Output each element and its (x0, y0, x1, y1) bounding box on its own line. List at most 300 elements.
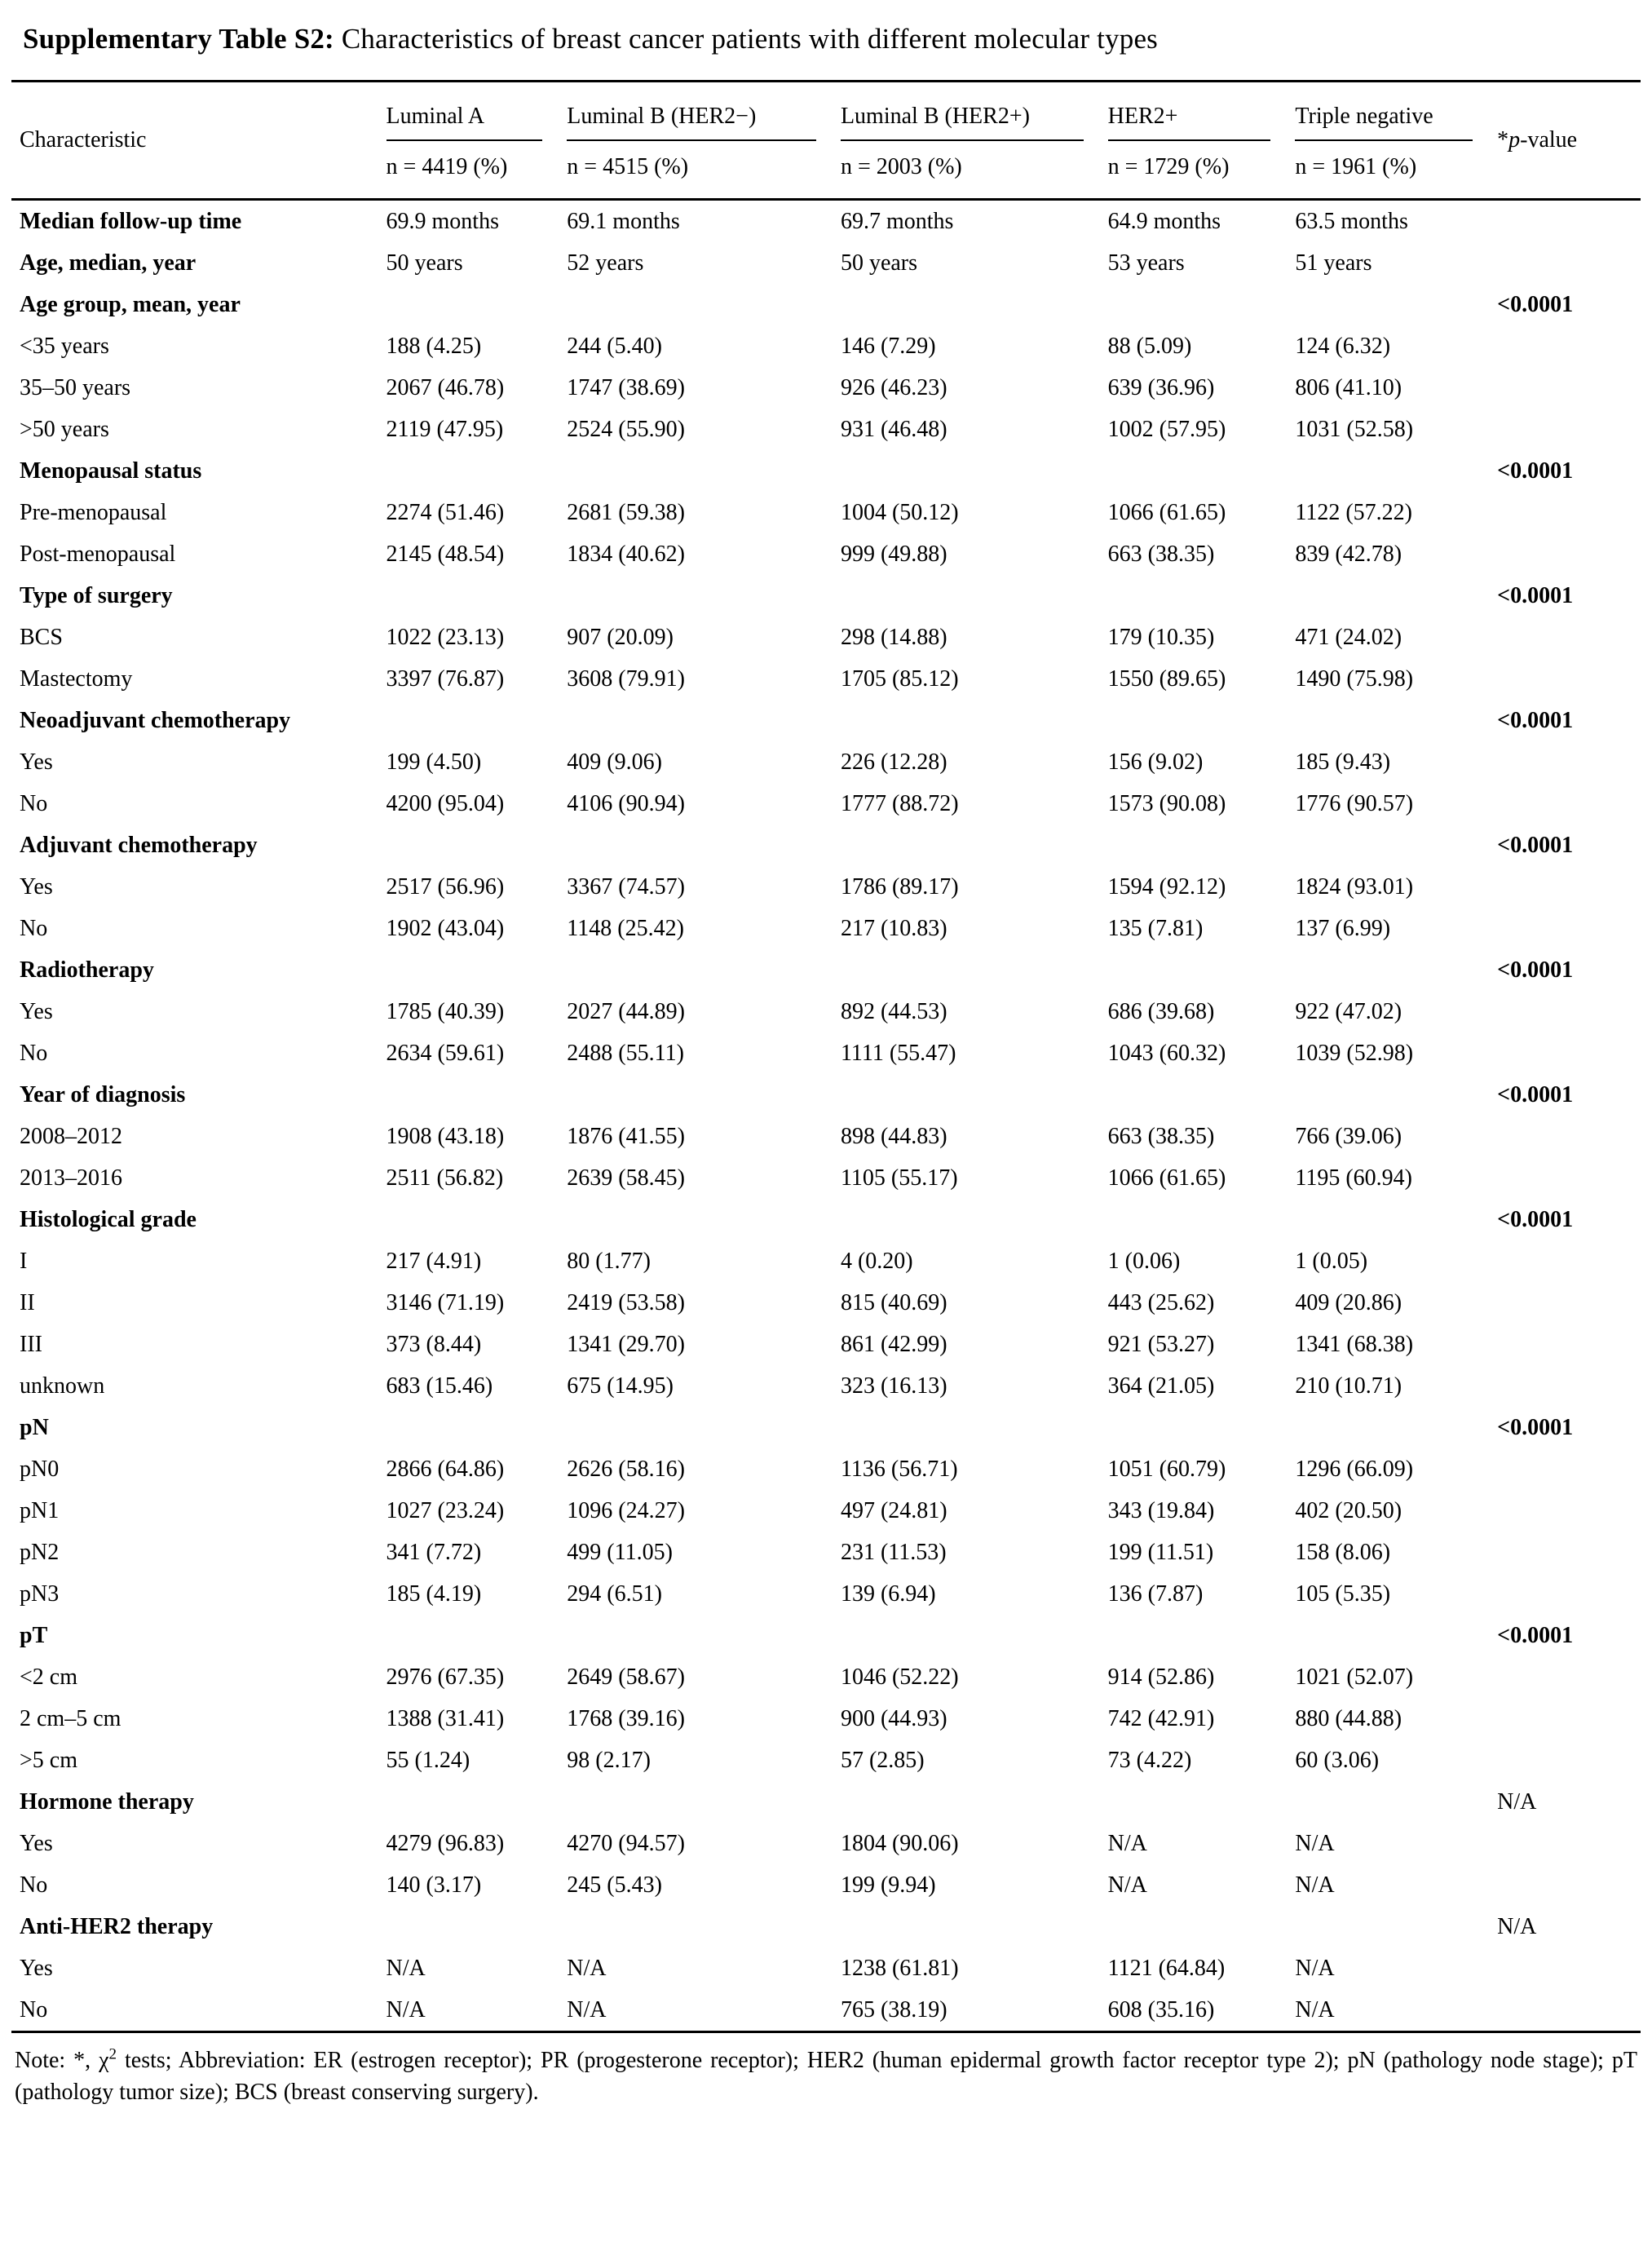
cell-value: N/A (567, 1955, 607, 1981)
cell-value: 806 (41.10) (1295, 374, 1402, 400)
row-label: Year of diagnosis (20, 1081, 186, 1107)
cell-value (1108, 824, 1296, 866)
cell-value: 52 years (567, 250, 644, 276)
category-row (11, 284, 1641, 325)
p-value-cell: <0.0001 (1497, 582, 1574, 608)
cell-value (386, 450, 568, 492)
cell-value: 217 (4.91) (386, 1248, 482, 1274)
column-group-label: Luminal B (HER2−) (567, 82, 816, 141)
cell-value: 931 (46.48) (840, 416, 947, 442)
cell-value (386, 575, 568, 617)
table-row (11, 783, 1641, 824)
p-value-cell (1497, 1989, 1641, 2032)
row-label: Yes (20, 998, 53, 1024)
cell-value: 608 (35.16) (1108, 1989, 1296, 2032)
characteristics-table (11, 80, 1641, 2033)
p-value-cell (1497, 1240, 1641, 1282)
p-value-cell (1497, 533, 1641, 575)
cell-value (1295, 1615, 1497, 1656)
cell-value (386, 700, 568, 741)
cell-value: N/A (1295, 1989, 1497, 2032)
cell-value: 639 (36.96) (1107, 374, 1215, 400)
cell-value: 80 (1.77) (567, 1248, 651, 1274)
cell-value: 50 years (386, 250, 463, 276)
footnote-text-start: Note: *, χ (15, 2047, 109, 2073)
row-label: I (20, 1248, 28, 1274)
table-row (11, 908, 1641, 949)
cell-value: 815 (40.69) (840, 1289, 947, 1315)
p-value-cell (1497, 1448, 1641, 1490)
cell-value: 53 years (1107, 250, 1185, 276)
cell-value: 158 (8.06) (1295, 1539, 1391, 1565)
p-value-cell (1497, 492, 1641, 533)
p-value-cell (1497, 1698, 1641, 1740)
p-value-cell (1497, 409, 1641, 450)
table-row (11, 1365, 1641, 1407)
table-row (11, 1698, 1641, 1740)
cell-value: 2511 (56.82) (386, 1165, 504, 1191)
column-n-label: n = 2003 (%) (841, 141, 1108, 200)
row-label: Age group, mean, year (20, 291, 241, 317)
cell-value: 1786 (89.17) (840, 873, 959, 900)
cell-value (841, 1199, 1108, 1240)
cell-value: 1490 (75.98) (1295, 665, 1414, 692)
row-label: Mastectomy (20, 665, 133, 692)
table-row (11, 533, 1641, 575)
cell-value: 663 (38.35) (1107, 1123, 1215, 1149)
cell-value (567, 575, 841, 617)
cell-value: 188 (4.25) (386, 333, 482, 359)
p-value-header-part: -value (1520, 126, 1578, 153)
cell-value: 124 (6.32) (1295, 333, 1391, 359)
cell-value: 683 (15.46) (386, 1373, 493, 1399)
cell-value: 60 (3.06) (1295, 1747, 1380, 1773)
category-row (11, 575, 1641, 617)
row-label: II (20, 1289, 35, 1315)
cell-value: 1021 (52.07) (1295, 1664, 1414, 1690)
p-value-cell: N/A (1497, 1913, 1537, 1939)
cell-value (1108, 1199, 1296, 1240)
cell-value (1108, 949, 1296, 991)
p-value-cell (1497, 658, 1641, 700)
p-value-cell: <0.0001 (1497, 707, 1574, 733)
p-value-cell (1497, 1532, 1641, 1573)
cell-value: 1031 (52.58) (1295, 416, 1414, 442)
cell-value (386, 949, 568, 991)
p-value-cell: <0.0001 (1497, 291, 1574, 317)
cell-value: 1876 (41.55) (567, 1123, 685, 1149)
cell-value: 4270 (94.57) (567, 1830, 685, 1856)
table-caption: Characteristics of breast cancer patients with different molecular types (333, 23, 1159, 55)
cell-value: 1066 (61.65) (1107, 1165, 1226, 1191)
cell-value: 51 years (1295, 250, 1372, 276)
p-value-cell (1497, 1823, 1641, 1864)
row-label: <35 years (20, 333, 109, 359)
cell-value: 1046 (52.22) (840, 1664, 959, 1690)
column-group-label: HER2+ (1108, 82, 1271, 141)
cell-value: 2866 (64.86) (386, 1456, 505, 1482)
row-label: Anti-HER2 therapy (20, 1913, 214, 1939)
category-row (11, 1199, 1641, 1240)
cell-value: 1043 (60.32) (1107, 1040, 1226, 1066)
cell-value: 1004 (50.12) (840, 499, 959, 525)
cell-value: 3146 (71.19) (386, 1289, 505, 1315)
cell-value (1108, 575, 1296, 617)
cell-value: 898 (44.83) (840, 1123, 947, 1149)
row-label: No (20, 915, 48, 941)
p-value-cell (1497, 1740, 1641, 1781)
cell-value: 1022 (23.13) (386, 624, 505, 650)
cell-value (567, 284, 841, 325)
p-value-header-part: p (1508, 126, 1521, 153)
cell-value: 1341 (29.70) (567, 1331, 685, 1357)
cell-value: 1027 (23.24) (386, 1497, 505, 1523)
cell-value: 686 (39.68) (1107, 998, 1215, 1024)
p-value-cell (1497, 1282, 1641, 1324)
cell-value (841, 824, 1108, 866)
p-value-cell (1497, 741, 1641, 783)
category-row (11, 199, 1641, 242)
cell-value: 922 (47.02) (1295, 998, 1402, 1024)
category-row (11, 824, 1641, 866)
column-header-characteristic: Characteristic (11, 81, 386, 199)
cell-value (386, 1199, 568, 1240)
row-label: III (20, 1331, 42, 1357)
footnote-text-end: tests; Abbreviation: ER (estrogen receptor); PR (progesterone receptor); HER2 (human epidermal growth factor receptor type 2); pN (pathology node stage); pT (pathology tumor size); BCS (breast conserving surgery). (15, 2047, 1637, 2105)
cell-value: 199 (11.51) (1107, 1539, 1214, 1565)
cell-value: 199 (9.94) (840, 1872, 936, 1898)
cell-value: 499 (11.05) (567, 1539, 673, 1565)
cell-value (567, 700, 841, 741)
table-row (11, 367, 1641, 409)
cell-value (841, 1781, 1108, 1823)
cell-value: 2067 (46.78) (386, 374, 505, 400)
table-row (11, 492, 1641, 533)
p-value-cell: <0.0001 (1497, 1414, 1574, 1440)
row-label: Radiotherapy (20, 957, 154, 983)
p-value-cell (1497, 1157, 1641, 1199)
category-row (11, 1615, 1641, 1656)
cell-value: 146 (7.29) (840, 333, 936, 359)
cell-value: N/A (1107, 1872, 1147, 1898)
cell-value (567, 1615, 841, 1656)
p-value-cell (1497, 866, 1641, 908)
category-row (11, 450, 1641, 492)
row-label: No (11, 1989, 386, 2032)
cell-value (841, 1074, 1108, 1116)
cell-value: 57 (2.85) (840, 1747, 925, 1773)
footnote-superscript: 2 (108, 2045, 117, 2063)
p-value-cell (1497, 242, 1641, 284)
cell-value (567, 1074, 841, 1116)
cell-value (386, 824, 568, 866)
cell-value: 1111 (55.47) (840, 1040, 956, 1066)
cell-value: 2119 (47.95) (386, 416, 504, 442)
p-value-header-part: * (1497, 126, 1509, 153)
row-label: pN0 (20, 1456, 60, 1482)
row-label: Age, median, year (20, 250, 197, 276)
cell-value (1108, 450, 1296, 492)
cell-value: 1096 (24.27) (567, 1497, 685, 1523)
cell-value: 742 (42.91) (1107, 1705, 1215, 1731)
cell-value (841, 575, 1108, 617)
row-label: Yes (20, 1830, 53, 1856)
cell-value: 471 (24.02) (1295, 624, 1402, 650)
row-label: Post-menopausal (20, 541, 176, 567)
table-row (11, 1656, 1641, 1698)
p-value-cell: <0.0001 (1497, 1206, 1574, 1232)
cell-value: 1705 (85.12) (840, 665, 959, 692)
cell-value: 199 (4.50) (386, 749, 482, 775)
cell-value: 1341 (68.38) (1295, 1331, 1414, 1357)
row-label: Median follow-up time (20, 208, 242, 234)
cell-value: 226 (12.28) (840, 749, 947, 775)
p-value-cell (1497, 367, 1641, 409)
cell-value (386, 1074, 568, 1116)
cell-value: 4200 (95.04) (386, 790, 505, 816)
row-label: 2008–2012 (20, 1123, 122, 1149)
cell-value (386, 284, 568, 325)
cell-value: 1550 (89.65) (1107, 665, 1226, 692)
p-value-cell: <0.0001 (1497, 458, 1574, 484)
cell-value (1108, 1781, 1296, 1823)
table-row (11, 1157, 1641, 1199)
cell-value: 1902 (43.04) (386, 915, 505, 941)
cell-value (1295, 824, 1497, 866)
category-row (11, 1407, 1641, 1448)
cell-value (386, 1906, 568, 1947)
cell-value: 2419 (53.58) (567, 1289, 685, 1315)
p-value-cell (1497, 991, 1641, 1032)
cell-value (1295, 450, 1497, 492)
table-row (11, 409, 1641, 450)
row-label: Yes (20, 749, 53, 775)
cell-value: 907 (20.09) (567, 624, 674, 650)
cell-value: 2626 (58.16) (567, 1456, 685, 1482)
cell-value (1295, 1781, 1497, 1823)
cell-value: N/A (567, 1989, 841, 2032)
cell-value: 892 (44.53) (840, 998, 947, 1024)
cell-value: N/A (1295, 1872, 1335, 1898)
cell-value: 900 (44.93) (840, 1705, 947, 1731)
p-value-cell (1497, 325, 1641, 367)
cell-value: 179 (10.35) (1107, 624, 1215, 650)
cell-value: N/A (1107, 1830, 1147, 1856)
table-row (11, 1740, 1641, 1781)
table-row (11, 1282, 1641, 1324)
cell-value (386, 1781, 568, 1823)
cell-value: 1388 (31.41) (386, 1705, 505, 1731)
cell-value: 1 (0.06) (1107, 1248, 1181, 1274)
category-row (11, 242, 1641, 284)
row-label: unknown (20, 1373, 105, 1399)
table-label: Supplementary Table S2: (23, 23, 334, 55)
cell-value: 1834 (40.62) (567, 541, 685, 567)
cell-value: 137 (6.99) (1295, 915, 1391, 941)
cell-value: 1121 (64.84) (1107, 1955, 1226, 1981)
row-label: Hormone therapy (20, 1788, 194, 1815)
cell-value: 4 (0.20) (840, 1248, 913, 1274)
category-row (11, 1781, 1641, 1823)
cell-value: 3608 (79.91) (567, 665, 685, 692)
cell-value: 2681 (59.38) (567, 499, 685, 525)
cell-value: 914 (52.86) (1107, 1664, 1215, 1690)
cell-value (1295, 700, 1497, 741)
table-row (11, 1573, 1641, 1615)
cell-value: 1195 (60.94) (1295, 1165, 1412, 1191)
cell-value: 63.5 months (1295, 208, 1408, 234)
column-group-header (386, 81, 568, 141)
table-row (11, 1116, 1641, 1157)
cell-value (1108, 1407, 1296, 1448)
cell-value: 999 (49.88) (840, 541, 947, 567)
table-row (11, 1947, 1641, 1989)
cell-value: 1785 (40.39) (386, 998, 505, 1024)
row-label: Type of surgery (20, 582, 173, 608)
cell-value: 210 (10.71) (1295, 1373, 1402, 1399)
cell-value: 64.9 months (1107, 208, 1221, 234)
cell-value (841, 700, 1108, 741)
cell-value (841, 1407, 1108, 1448)
table-row (11, 1823, 1641, 1864)
cell-value: 880 (44.88) (1295, 1705, 1402, 1731)
column-group-header (567, 81, 841, 141)
cell-value: 136 (7.87) (1107, 1580, 1204, 1607)
row-label: BCS (20, 624, 63, 650)
row-label: Menopausal status (20, 458, 202, 484)
category-row (11, 1074, 1641, 1116)
p-value-cell (1497, 783, 1641, 824)
cell-value: N/A (386, 1955, 426, 1981)
p-value-cell: <0.0001 (1497, 957, 1574, 983)
cell-value: 364 (21.05) (1107, 1373, 1215, 1399)
cell-value (567, 450, 841, 492)
column-group-label: Triple negative (1295, 82, 1473, 141)
cell-value (841, 1906, 1108, 1947)
cell-value: 1122 (57.22) (1295, 499, 1412, 525)
cell-value: 4279 (96.83) (386, 1830, 505, 1856)
cell-value: 1136 (56.71) (840, 1456, 958, 1482)
table-row (11, 991, 1641, 1032)
cell-value: N/A (1295, 1830, 1335, 1856)
cell-value: 2145 (48.54) (386, 541, 505, 567)
cell-value: 1051 (60.79) (1107, 1456, 1226, 1482)
cell-value: 140 (3.17) (386, 1872, 482, 1898)
cell-value (1295, 1074, 1497, 1116)
cell-value (1108, 1615, 1296, 1656)
cell-value: 1594 (92.12) (1107, 873, 1226, 900)
row-label: pN1 (20, 1497, 60, 1523)
column-group-header (841, 81, 1108, 141)
cell-value: 294 (6.51) (567, 1580, 662, 1607)
row-label: Yes (20, 873, 53, 900)
row-label: pN (20, 1414, 49, 1440)
cell-value: 185 (9.43) (1295, 749, 1391, 775)
row-label: pT (20, 1622, 48, 1648)
column-n-label: n = 4515 (%) (567, 141, 841, 200)
row-label: Adjuvant chemotherapy (20, 832, 258, 858)
table-row (11, 1448, 1641, 1490)
p-value-cell: <0.0001 (1497, 1081, 1574, 1107)
p-value-cell: N/A (1497, 1788, 1537, 1815)
cell-value: 1747 (38.69) (567, 374, 685, 400)
cell-value: 2027 (44.89) (567, 998, 685, 1024)
cell-value: 1804 (90.06) (840, 1830, 959, 1856)
row-label: pN3 (20, 1580, 60, 1607)
cell-value: 323 (16.13) (840, 1373, 947, 1399)
row-label: Histological grade (20, 1206, 197, 1232)
cell-value (1295, 575, 1497, 617)
table-row (11, 325, 1641, 367)
table-row (11, 1240, 1641, 1282)
cell-value: 55 (1.24) (386, 1747, 470, 1773)
category-row (11, 949, 1641, 991)
cell-value: 766 (39.06) (1295, 1123, 1402, 1149)
cell-value: N/A (1295, 1955, 1335, 1981)
row-label: 2013–2016 (20, 1165, 122, 1191)
cell-value: 2634 (59.61) (386, 1040, 505, 1066)
cell-value (567, 949, 841, 991)
cell-value: 2649 (58.67) (567, 1664, 685, 1690)
cell-value (1295, 1407, 1497, 1448)
column-n-label: n = 4419 (%) (386, 141, 568, 200)
cell-value: 69.7 months (840, 208, 954, 234)
row-label: 2 cm–5 cm (20, 1705, 121, 1731)
cell-value (841, 450, 1108, 492)
column-group-header (1108, 81, 1296, 141)
row-label: No (20, 1872, 48, 1898)
cell-value: 2639 (58.45) (567, 1165, 685, 1191)
cell-value (567, 824, 841, 866)
table-row (11, 1532, 1641, 1573)
cell-value: 341 (7.72) (386, 1539, 482, 1565)
cell-value: 139 (6.94) (840, 1580, 936, 1607)
cell-value: 1238 (61.81) (840, 1955, 959, 1981)
p-value-cell (1497, 617, 1641, 658)
row-label: >50 years (20, 416, 109, 442)
cell-value (1108, 1074, 1296, 1116)
cell-value: 1039 (52.98) (1295, 1040, 1414, 1066)
cell-value: 298 (14.88) (840, 624, 947, 650)
cell-value: 185 (4.19) (386, 1580, 482, 1607)
cell-value (1295, 1906, 1497, 1947)
table-row (11, 658, 1641, 700)
table-row (11, 1490, 1641, 1532)
cell-value: N/A (386, 1989, 568, 2032)
table-row (11, 1324, 1641, 1365)
p-value-cell (1497, 1365, 1641, 1407)
cell-value: 3367 (74.57) (567, 873, 685, 900)
cell-value: 1768 (39.16) (567, 1705, 685, 1731)
p-value-cell (1497, 1324, 1641, 1365)
footnote (11, 2045, 1641, 2108)
cell-value (1295, 1199, 1497, 1240)
cell-value: 1105 (55.17) (840, 1165, 958, 1191)
cell-value: 497 (24.81) (840, 1497, 947, 1523)
row-label: pN2 (20, 1539, 60, 1565)
p-value-cell (1497, 1864, 1641, 1906)
p-value-cell (1497, 1032, 1641, 1074)
cell-value: 1777 (88.72) (840, 790, 959, 816)
cell-value: 1002 (57.95) (1107, 416, 1226, 442)
row-label: Pre-menopausal (20, 499, 167, 525)
column-group-label: Luminal B (HER2+) (841, 82, 1084, 141)
cell-value (841, 1615, 1108, 1656)
cell-value: 409 (20.86) (1295, 1289, 1402, 1315)
cell-value: 2274 (51.46) (386, 499, 505, 525)
cell-value: 245 (5.43) (567, 1872, 662, 1898)
row-label: <2 cm (20, 1664, 77, 1690)
